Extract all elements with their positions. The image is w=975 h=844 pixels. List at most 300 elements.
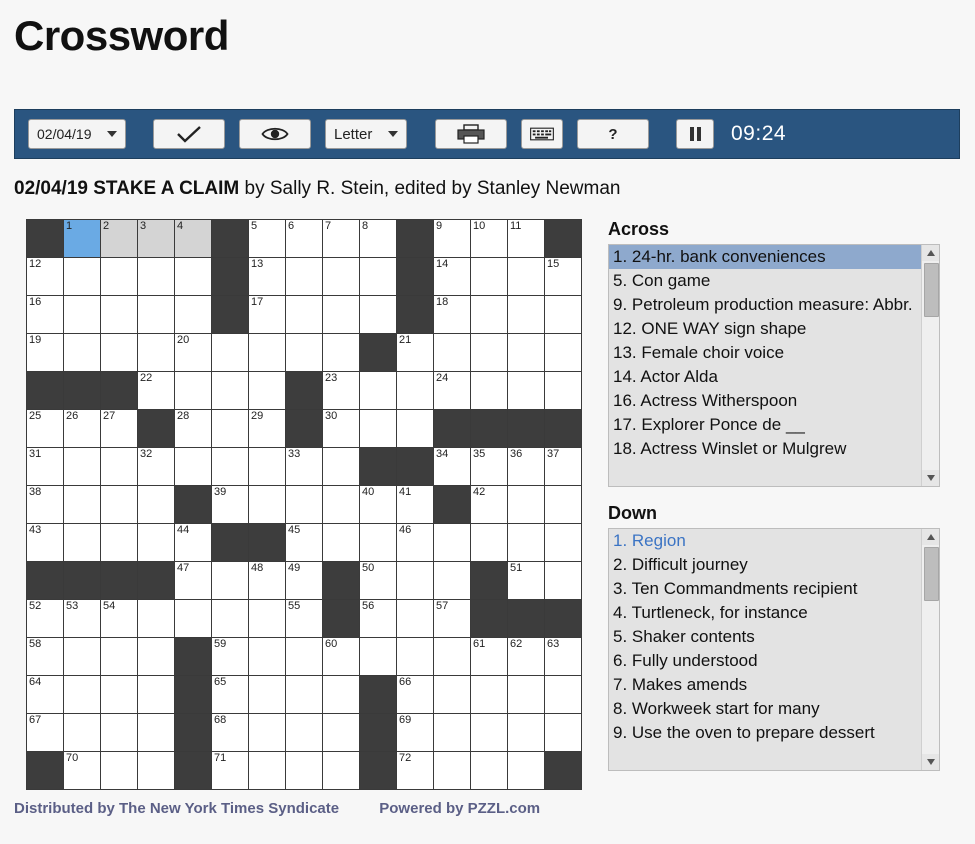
- cell-number: 51: [510, 562, 523, 574]
- down-scroll-thumb[interactable]: [924, 547, 939, 601]
- grid-cell[interactable]: [471, 220, 508, 258]
- grid-cell[interactable]: [249, 220, 286, 258]
- grid-block: [212, 220, 249, 258]
- grid-cell[interactable]: [323, 714, 360, 752]
- chevron-down-icon: [388, 131, 398, 137]
- grid-cell[interactable]: [508, 448, 545, 486]
- grid-cell[interactable]: [27, 638, 64, 676]
- date-dropdown[interactable]: [28, 119, 126, 149]
- grid-block: [397, 258, 434, 296]
- grid-cell[interactable]: [434, 296, 471, 334]
- grid-cell[interactable]: [360, 524, 397, 562]
- grid-cell[interactable]: [101, 638, 138, 676]
- grid-cell[interactable]: [212, 486, 249, 524]
- grid-cell[interactable]: [101, 258, 138, 296]
- clue-item[interactable]: 5. Con game: [613, 271, 711, 290]
- grid-block: [175, 752, 212, 790]
- cell-number: 61: [473, 638, 486, 650]
- grid-cell[interactable]: [175, 562, 212, 600]
- cell-number: 24: [436, 372, 449, 384]
- cell-number: 59: [214, 638, 227, 650]
- grid-cell[interactable]: [397, 600, 434, 638]
- grid-block: [360, 448, 397, 486]
- grid-block: [212, 296, 249, 334]
- grid-block: [212, 258, 249, 296]
- grid-cell[interactable]: [434, 258, 471, 296]
- grid-cell[interactable]: [360, 258, 397, 296]
- grid-cell[interactable]: [323, 372, 360, 410]
- grid-cell[interactable]: [138, 524, 175, 562]
- cell-number: 10: [473, 220, 486, 232]
- cell-number: 7: [325, 220, 332, 232]
- grid-cell[interactable]: [64, 486, 101, 524]
- cell-number: 71: [214, 752, 227, 764]
- grid-cell[interactable]: [249, 486, 286, 524]
- grid-cell[interactable]: [212, 676, 249, 714]
- grid-block: [360, 334, 397, 372]
- grid-row: [27, 296, 582, 334]
- clue-item[interactable]: 16. Actress Witherspoon: [613, 391, 798, 410]
- grid-cell[interactable]: [249, 562, 286, 600]
- grid-cell[interactable]: [397, 676, 434, 714]
- grid-cell[interactable]: [545, 638, 582, 676]
- grid-cell[interactable]: [249, 600, 286, 638]
- grid-cell[interactable]: [508, 524, 545, 562]
- grid-block: [286, 372, 323, 410]
- cell-number: 42: [473, 486, 486, 498]
- cell-number: 31: [29, 448, 42, 460]
- grid-cell[interactable]: [508, 486, 545, 524]
- grid-row: [27, 524, 582, 562]
- grid-cell[interactable]: [64, 448, 101, 486]
- grid-cell[interactable]: [101, 334, 138, 372]
- grid-block: [471, 410, 508, 448]
- grid-cell[interactable]: [175, 258, 212, 296]
- grid-block: [545, 752, 582, 790]
- grid-cell[interactable]: [138, 258, 175, 296]
- grid-cell[interactable]: [101, 714, 138, 752]
- grid-cell[interactable]: [434, 448, 471, 486]
- grid-cell[interactable]: [212, 334, 249, 372]
- across-scroll-thumb[interactable]: [924, 263, 939, 317]
- grid-cell[interactable]: [249, 410, 286, 448]
- footer-powered: Powered by PZZL.com: [379, 800, 541, 817]
- help-button[interactable]: ?: [577, 119, 649, 149]
- grid-cell[interactable]: [286, 600, 323, 638]
- grid-cell[interactable]: [64, 296, 101, 334]
- across-scroll-down-button[interactable]: [922, 470, 939, 486]
- clue-item[interactable]: 1. 24-hr. bank conveniences: [609, 245, 922, 269]
- grid-row: [27, 638, 582, 676]
- down-scroll-down-button[interactable]: [922, 754, 939, 770]
- grid-cell[interactable]: [64, 600, 101, 638]
- chevron-down-icon: [927, 759, 935, 765]
- across-scroll-up-button[interactable]: [922, 245, 939, 261]
- clue-item[interactable]: 9. Petroleum production measure: Abbr.: [613, 295, 913, 314]
- grid-cell[interactable]: [249, 372, 286, 410]
- cell-number: 35: [473, 448, 486, 460]
- grid-cell[interactable]: [27, 296, 64, 334]
- grid-cell[interactable]: [212, 410, 249, 448]
- grid-cell[interactable]: [471, 372, 508, 410]
- grid-cell[interactable]: [175, 600, 212, 638]
- grid-cell[interactable]: [175, 410, 212, 448]
- cell-number: 26: [66, 410, 79, 422]
- grid-cell[interactable]: [249, 296, 286, 334]
- grid-cell[interactable]: [471, 524, 508, 562]
- grid-block: [27, 562, 64, 600]
- grid-cell[interactable]: [434, 334, 471, 372]
- grid-cell[interactable]: [64, 752, 101, 790]
- grid-cell[interactable]: [508, 638, 545, 676]
- across-clue-list[interactable]: [609, 245, 922, 486]
- across-clue-box[interactable]: [608, 244, 940, 487]
- grid-block: [434, 410, 471, 448]
- grid-row: [27, 448, 582, 486]
- grid-cell[interactable]: [360, 638, 397, 676]
- grid-cell[interactable]: [249, 334, 286, 372]
- grid-cell[interactable]: [175, 220, 212, 258]
- grid-cell[interactable]: [471, 638, 508, 676]
- puzzle-byline: by Sally R. Stein, edited by Stanley Newman: [239, 178, 621, 199]
- clue-item[interactable]: 13. Female choir voice: [613, 343, 785, 362]
- grid-cell[interactable]: [64, 524, 101, 562]
- clue-item[interactable]: 5. Shaker contents: [613, 627, 755, 646]
- cell-number: 63: [547, 638, 560, 650]
- grid-cell[interactable]: [249, 448, 286, 486]
- cell-number: 21: [399, 334, 412, 346]
- grid-row: [27, 258, 582, 296]
- grid-cell[interactable]: [471, 752, 508, 790]
- grid-cell[interactable]: [323, 638, 360, 676]
- grid-cell[interactable]: [397, 714, 434, 752]
- grid-cell[interactable]: [434, 372, 471, 410]
- grid-cell[interactable]: [545, 676, 582, 714]
- grid-cell[interactable]: [471, 676, 508, 714]
- clue-item[interactable]: 18. Actress Winslet or Mulgrew: [613, 439, 847, 458]
- grid-cell[interactable]: [101, 486, 138, 524]
- eye-icon: [261, 125, 289, 143]
- grid-cell[interactable]: [434, 638, 471, 676]
- grid-cell[interactable]: [27, 258, 64, 296]
- down-clue-list[interactable]: [609, 529, 922, 770]
- letter-dropdown[interactable]: [325, 119, 407, 149]
- cell-number: 15: [547, 258, 560, 270]
- grid-cell[interactable]: [360, 372, 397, 410]
- grid-cell[interactable]: [138, 600, 175, 638]
- grid-cell[interactable]: [397, 486, 434, 524]
- cell-number: 34: [436, 448, 449, 460]
- grid-cell[interactable]: [508, 752, 545, 790]
- grid-cell[interactable]: [64, 714, 101, 752]
- cell-number: 67: [29, 714, 42, 726]
- grid-block: [64, 562, 101, 600]
- grid-cell[interactable]: [138, 752, 175, 790]
- grid-block: [101, 562, 138, 600]
- grid-cell[interactable]: [545, 448, 582, 486]
- clue-panels: [608, 219, 940, 771]
- cell-number: 5: [251, 220, 258, 232]
- clue-item[interactable]: 9. Use the oven to prepare dessert: [613, 723, 875, 742]
- clue-item[interactable]: 1. Region: [613, 531, 686, 550]
- grid-row: [27, 676, 582, 714]
- grid-cell[interactable]: [508, 676, 545, 714]
- grid-cell[interactable]: [175, 524, 212, 562]
- grid-cell[interactable]: [101, 448, 138, 486]
- grid-cell[interactable]: [101, 676, 138, 714]
- grid-cell[interactable]: [508, 258, 545, 296]
- grid-cell[interactable]: [101, 410, 138, 448]
- letter-dropdown-label: Letter: [334, 125, 373, 143]
- grid-block: [471, 562, 508, 600]
- grid-cell[interactable]: [101, 524, 138, 562]
- clue-item[interactable]: 4. Turtleneck, for instance: [613, 603, 808, 622]
- grid-cell[interactable]: [434, 676, 471, 714]
- grid-cell[interactable]: [286, 486, 323, 524]
- clue-item[interactable]: 7. Makes amends: [613, 675, 748, 694]
- grid-cell[interactable]: [286, 562, 323, 600]
- grid-cell[interactable]: [286, 714, 323, 752]
- grid-cell[interactable]: [471, 448, 508, 486]
- grid-cell[interactable]: [545, 714, 582, 752]
- grid-cell[interactable]: [434, 524, 471, 562]
- grid-cell[interactable]: [27, 334, 64, 372]
- grid-cell[interactable]: [323, 676, 360, 714]
- cell-number: 56: [362, 600, 375, 612]
- grid-cell[interactable]: [471, 486, 508, 524]
- toolbar: [14, 109, 960, 159]
- grid-block: [545, 410, 582, 448]
- grid-block: [27, 372, 64, 410]
- grid-cell[interactable]: [286, 752, 323, 790]
- grid-cell[interactable]: [175, 296, 212, 334]
- grid-block: [508, 410, 545, 448]
- date-dropdown-label: 02/04/19: [37, 126, 92, 142]
- cell-number: 8: [362, 220, 369, 232]
- grid-cell[interactable]: [545, 334, 582, 372]
- print-button[interactable]: [435, 119, 507, 149]
- keyboard-button[interactable]: [521, 119, 563, 149]
- puzzle-title: 02/04/19 STAKE A CLAIM: [14, 178, 240, 199]
- grid-cell[interactable]: [323, 486, 360, 524]
- grid-cell[interactable]: [212, 600, 249, 638]
- grid-cell[interactable]: [212, 448, 249, 486]
- cell-number: 29: [251, 410, 264, 422]
- check-button[interactable]: [153, 119, 225, 149]
- grid-cell[interactable]: [360, 600, 397, 638]
- cell-number: 64: [29, 676, 42, 688]
- grid-cell[interactable]: [249, 638, 286, 676]
- cell-number: 19: [29, 334, 42, 346]
- cell-number: 47: [177, 562, 190, 574]
- printer-icon: [456, 124, 486, 144]
- grid-cell[interactable]: [27, 448, 64, 486]
- grid-cell[interactable]: [286, 638, 323, 676]
- across-scrollbar[interactable]: [921, 245, 939, 486]
- grid-row: [27, 562, 582, 600]
- cell-number: 37: [547, 448, 560, 460]
- grid-cell[interactable]: [508, 714, 545, 752]
- grid-cell[interactable]: [434, 562, 471, 600]
- grid-cell[interactable]: [545, 296, 582, 334]
- grid-cell[interactable]: [545, 486, 582, 524]
- grid-cell[interactable]: [249, 676, 286, 714]
- grid-cell[interactable]: [175, 448, 212, 486]
- keyboard-icon: [530, 127, 554, 141]
- grid-cell[interactable]: [360, 220, 397, 258]
- grid-cell[interactable]: [138, 714, 175, 752]
- grid-block: [249, 524, 286, 562]
- grid-cell[interactable]: [27, 714, 64, 752]
- cell-number: 54: [103, 600, 116, 612]
- grid-cell[interactable]: [323, 258, 360, 296]
- clue-item[interactable]: 14. Actor Alda: [613, 367, 718, 386]
- cell-number: 66: [399, 676, 412, 688]
- grid-cell[interactable]: [323, 410, 360, 448]
- grid-cell[interactable]: [360, 296, 397, 334]
- clue-item[interactable]: 17. Explorer Ponce de __: [613, 415, 805, 434]
- grid-cell[interactable]: [286, 334, 323, 372]
- grid-cell[interactable]: [397, 334, 434, 372]
- grid-cell[interactable]: [249, 714, 286, 752]
- grid-cell[interactable]: [27, 524, 64, 562]
- grid-cell[interactable]: [434, 752, 471, 790]
- grid-cell[interactable]: [397, 638, 434, 676]
- grid-cell[interactable]: [175, 334, 212, 372]
- grid-cell[interactable]: [397, 562, 434, 600]
- grid-cell[interactable]: [101, 600, 138, 638]
- grid-cell[interactable]: [27, 486, 64, 524]
- grid-block: [64, 372, 101, 410]
- grid-cell[interactable]: [286, 448, 323, 486]
- grid-cell[interactable]: [471, 258, 508, 296]
- grid-cell[interactable]: [138, 486, 175, 524]
- down-clue-box[interactable]: [608, 528, 940, 771]
- grid-cell[interactable]: [323, 448, 360, 486]
- cell-number: 11: [510, 220, 522, 232]
- cell-number: 18: [436, 296, 449, 308]
- down-scrollbar[interactable]: [921, 529, 939, 770]
- cell-number: 55: [288, 600, 301, 612]
- grid-cell[interactable]: [101, 752, 138, 790]
- cell-number: 12: [29, 258, 42, 270]
- grid-cell[interactable]: [249, 258, 286, 296]
- grid-cell[interactable]: [64, 334, 101, 372]
- clue-item[interactable]: 6. Fully understood: [613, 651, 758, 670]
- grid-cell[interactable]: [64, 258, 101, 296]
- grid-cell[interactable]: [138, 448, 175, 486]
- grid-cell[interactable]: [286, 676, 323, 714]
- grid-cell[interactable]: [249, 752, 286, 790]
- grid-cell[interactable]: [323, 524, 360, 562]
- grid-cell[interactable]: [212, 752, 249, 790]
- grid-block: [27, 220, 64, 258]
- grid-cell[interactable]: [397, 752, 434, 790]
- cell-number: 27: [103, 410, 116, 422]
- cell-number: 9: [436, 220, 443, 232]
- grid-cell[interactable]: [545, 258, 582, 296]
- grid-cell[interactable]: [138, 220, 175, 258]
- grid-cell[interactable]: [138, 638, 175, 676]
- grid-cell[interactable]: [138, 296, 175, 334]
- cell-number: 39: [214, 486, 227, 498]
- grid-cell[interactable]: [64, 220, 101, 258]
- grid-cell[interactable]: [434, 714, 471, 752]
- grid-row: [27, 334, 582, 372]
- grid-cell[interactable]: [397, 372, 434, 410]
- grid-block: [212, 524, 249, 562]
- grid-cell[interactable]: [323, 296, 360, 334]
- grid-cell[interactable]: [175, 372, 212, 410]
- grid-cell[interactable]: [27, 410, 64, 448]
- grid-cell[interactable]: [545, 524, 582, 562]
- grid-cell[interactable]: [64, 410, 101, 448]
- grid-cell[interactable]: [360, 486, 397, 524]
- grid-cell[interactable]: [27, 676, 64, 714]
- grid-cell[interactable]: [360, 562, 397, 600]
- grid-cell[interactable]: [286, 220, 323, 258]
- grid-cell[interactable]: [138, 676, 175, 714]
- grid-cell[interactable]: [286, 524, 323, 562]
- grid-cell[interactable]: [545, 372, 582, 410]
- clue-item[interactable]: 2. Difficult journey: [613, 555, 748, 574]
- grid-cell[interactable]: [286, 296, 323, 334]
- grid-cell[interactable]: [27, 600, 64, 638]
- grid-cell[interactable]: [323, 334, 360, 372]
- grid-cell[interactable]: [471, 296, 508, 334]
- down-scroll-up-button[interactable]: [922, 529, 939, 545]
- crossword-grid[interactable]: [26, 219, 582, 790]
- clue-item[interactable]: 8. Workweek start for many: [613, 699, 820, 718]
- grid-cell[interactable]: [64, 676, 101, 714]
- pause-button[interactable]: [676, 119, 714, 149]
- grid-cell[interactable]: [508, 334, 545, 372]
- grid-cell[interactable]: [101, 220, 138, 258]
- grid-block: [175, 714, 212, 752]
- clue-item[interactable]: 3. Ten Commandments recipient: [613, 579, 858, 598]
- grid-cell[interactable]: [212, 372, 249, 410]
- grid-cell[interactable]: [434, 220, 471, 258]
- grid-cell[interactable]: [101, 296, 138, 334]
- grid-cell[interactable]: [508, 562, 545, 600]
- grid-cell[interactable]: [212, 562, 249, 600]
- grid-cell[interactable]: [434, 600, 471, 638]
- grid-cell[interactable]: [138, 334, 175, 372]
- grid-cell[interactable]: [138, 372, 175, 410]
- cell-number: 52: [29, 600, 42, 612]
- grid-cell[interactable]: [545, 562, 582, 600]
- grid-cell[interactable]: [508, 372, 545, 410]
- chevron-down-icon: [927, 475, 935, 481]
- grid-block: [397, 296, 434, 334]
- reveal-button[interactable]: [239, 119, 311, 149]
- grid-cell[interactable]: [397, 524, 434, 562]
- grid-cell[interactable]: [212, 638, 249, 676]
- clue-item[interactable]: 12. ONE WAY sign shape: [613, 319, 807, 338]
- grid-cell[interactable]: [508, 296, 545, 334]
- grid-cell[interactable]: [471, 714, 508, 752]
- grid-cell[interactable]: [64, 638, 101, 676]
- grid-cell[interactable]: [360, 410, 397, 448]
- grid-cell[interactable]: [323, 220, 360, 258]
- grid-cell[interactable]: [397, 410, 434, 448]
- grid-cell[interactable]: [471, 334, 508, 372]
- grid-cell[interactable]: [508, 220, 545, 258]
- grid-cell[interactable]: [286, 258, 323, 296]
- cell-number: 60: [325, 638, 338, 650]
- grid-cell[interactable]: [212, 714, 249, 752]
- grid-cell[interactable]: [323, 752, 360, 790]
